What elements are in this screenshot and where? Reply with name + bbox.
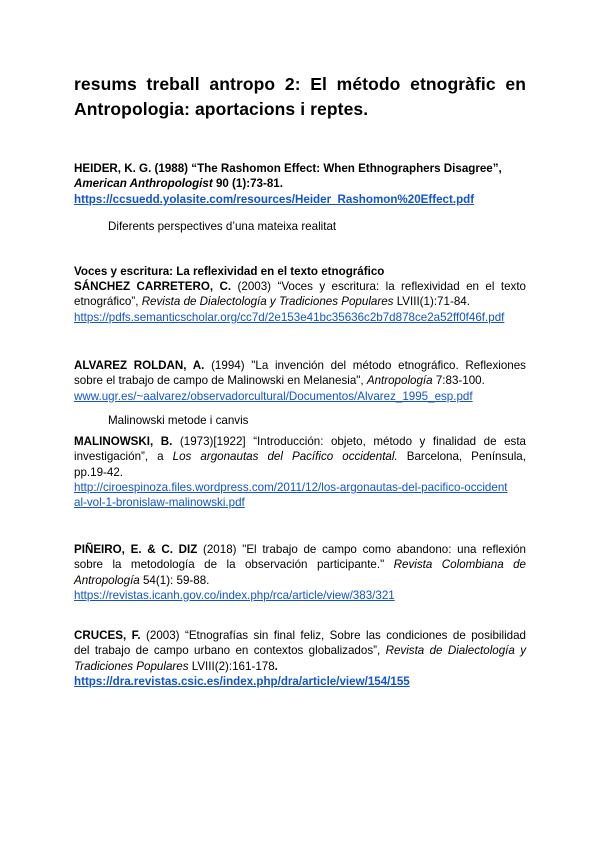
ref-author: MALINOWSKI, B. — [74, 435, 173, 448]
ref-details: 7:83-100. — [435, 374, 485, 388]
ref-journal: Revista de Dialectología y Tradiciones Populares — [141, 295, 394, 309]
ref-link[interactable]: http://ciroespinoza.files.wordpress.com/2011/12/los-argonautas-del-pacifico-occident — [74, 480, 508, 494]
ref-text: investigación”, — [74, 450, 149, 464]
ref-text: (2003) “Voces y escritura: la reflexividad en el texto — [237, 280, 526, 293]
ref-link[interactable]: https://pdfs.semanticscholar.org/cc7d/2e153e41bc35636c2b7d878ce2a52ff0f46f.pdf — [74, 310, 505, 324]
reference-cruces — [74, 628, 526, 689]
ref-details: 90 (1):73-81. — [215, 177, 283, 191]
ref-author: SÁNCHEZ CARRETERO, C. — [74, 280, 232, 293]
ref-details: 54(1): 59-88. — [142, 573, 210, 587]
ref-text: del trabajo de campo urbano en contextos globalizados”, — [74, 644, 381, 658]
reference-heading: Voces y escritura: La reflexividad en el texto etnográfico — [74, 265, 385, 278]
ref-text: sobre la metodología de la observación participante." — [74, 558, 385, 572]
ref-link[interactable]: al-vol-1-bronislaw-malinowski.pdf — [74, 496, 245, 510]
ref-journal: Antropología — [74, 573, 140, 587]
ref-journal: Antropología — [366, 374, 433, 388]
reference-note: Diferents perspectives d’una mateixa realitat — [108, 220, 337, 233]
ref-author: HEIDER, K. G. (1988) — [74, 162, 189, 175]
ref-text: pp.19-42. — [74, 465, 123, 479]
reference-heider — [74, 161, 526, 207]
ref-text: (1973)[1922] “Introducción: objeto, método y finalidad de esta — [179, 435, 526, 448]
ref-journal: Tradiciones Populares — [74, 659, 189, 673]
ref-author: CRUCES, F. — [74, 629, 141, 642]
ref-text: (2003) “Etnografías sin final feliz, Sobre las condiciones de posibilidad — [146, 629, 526, 642]
ref-text: etnográfico”, — [74, 295, 139, 309]
ref-text: a — [157, 450, 164, 464]
ref-link[interactable]: https://dra.revistas.csic.es/index.php/dra/article/view/154/155 — [74, 674, 410, 688]
ref-journal: Revista de Dialectología y — [385, 644, 526, 658]
reference-malinowski — [74, 434, 526, 510]
ref-journal: Revista Colombiana de — [393, 558, 526, 572]
ref-title: “The Rashomon Effect: When Ethnographers Disagree”, — [191, 162, 502, 175]
ref-link[interactable]: https://ccsuedd.yolasite.com/resources/Heider_Rashomon%20Effect.pdf — [74, 192, 475, 206]
ref-link[interactable]: www.ugr.es/~aalvarez/observadorcultural/Documentos/Alvarez_1995_esp.pdf — [74, 389, 473, 403]
ref-journal: American Anthropologist — [74, 177, 213, 191]
ref-details: LVIII(2):161-178 — [191, 659, 275, 673]
ref-link[interactable]: https://revistas.icanh.gov.co/index.php/rca/article/view/383/321 — [74, 588, 395, 602]
reference-note: Malinowski metode i canvis — [108, 414, 249, 427]
reference-alvarez — [74, 358, 526, 404]
ref-details: LVIII(1):71-84. — [396, 295, 470, 309]
ref-period: . — [274, 659, 278, 673]
ref-text: (1994) "La invención del método etnográfico. Reflexiones — [211, 359, 526, 372]
ref-text: sobre el trabajo de campo de Malinowski en Melanesia", — [74, 374, 364, 388]
ref-author: PIÑEIRO, E. & C. DIZ — [74, 543, 198, 556]
document-title: resums treball antropo 2: El método etnogràfic en Antropologia: aportacions i reptes. — [74, 74, 526, 119]
reference-pineiro — [74, 542, 526, 603]
ref-text: Barcelona, Península, — [406, 450, 526, 464]
ref-author: ALVAREZ ROLDAN, A. — [74, 359, 205, 372]
reference-sanchez — [74, 279, 526, 325]
ref-text: (2018) "El trabajo de campo como abandono: una reflexión — [203, 543, 526, 556]
ref-journal: Los argonautas del Pacífico occidental. — [172, 450, 398, 464]
